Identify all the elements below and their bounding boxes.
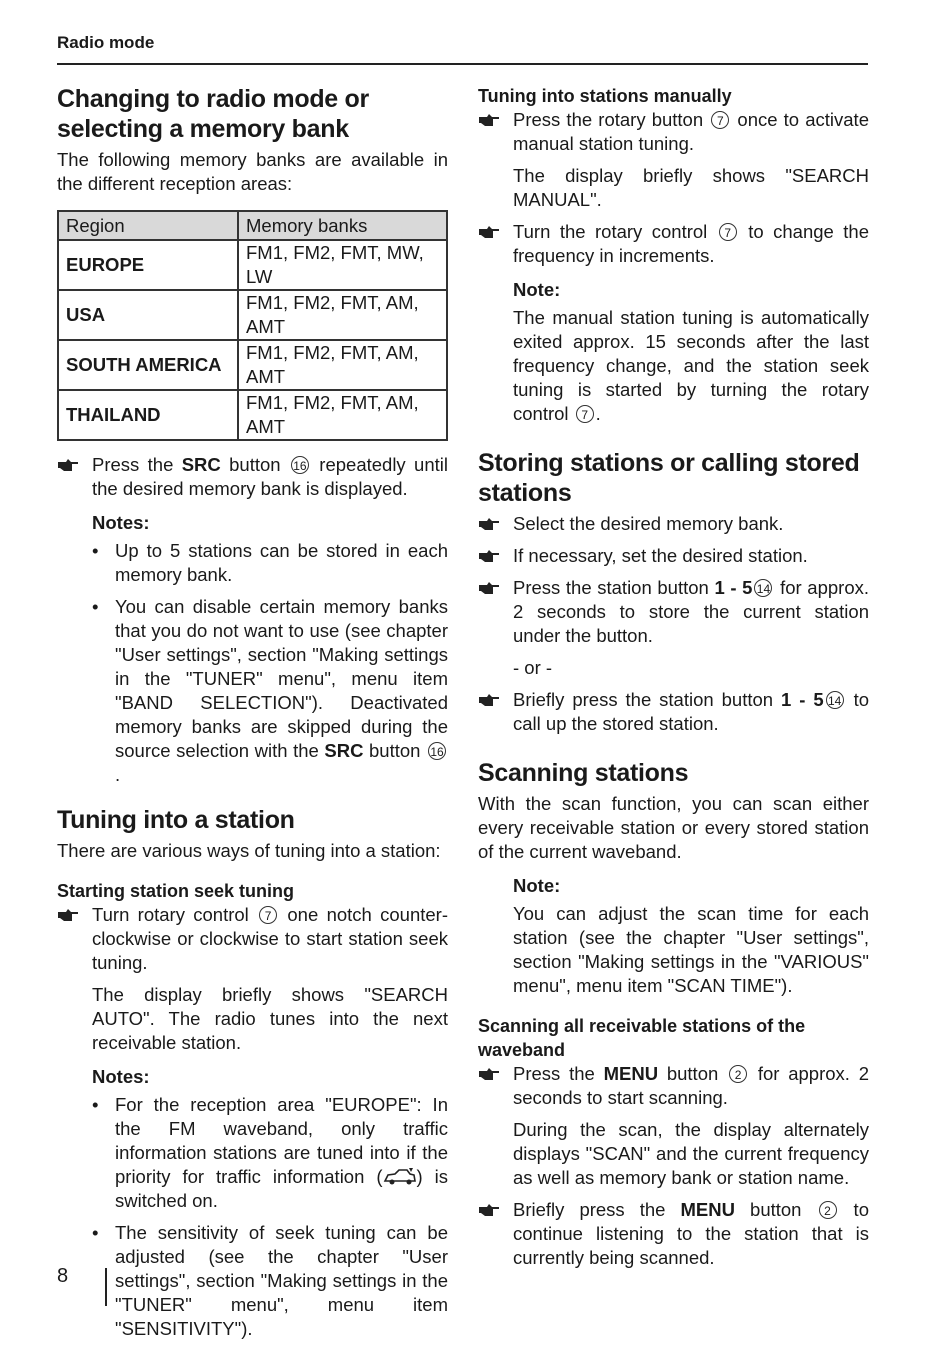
key-label: SRC [181,454,221,475]
note-text-part: The manual station tuning is automatically exited approx. 15 seconds after the last frequency change, and the station seek tuning is started by turning the rotary control [513,307,869,424]
step-text: one notch counter-clockwise or clockwise to start station seek tuning. [92,904,448,973]
key-label: 1 - 5 [781,689,824,710]
button-number-callout: 2 [729,1065,747,1083]
step-text: Press the rotary button [513,109,710,130]
pointing-hand-icon [478,581,500,595]
table-header-banks: Memory banks [238,211,447,240]
instruction-step [57,453,448,501]
table-row [58,390,447,440]
instruction-step [478,1062,869,1110]
instruction-step [57,903,448,975]
right-column [478,84,869,1270]
button-number-callout: 14 [826,691,844,709]
memory-bank-table [57,210,448,441]
step-result: The display briefly shows "SEARCH AUTO". The radio tunes into the next receivable station. [92,984,448,1053]
list-item [92,1093,448,1213]
pointing-hand-icon [478,225,500,239]
button-number-callout: 7 [711,111,729,129]
instruction-step [478,512,869,536]
subheading-manual-tuning: Tuning into stations manually [478,86,732,106]
list-item: • Up to 5 stations can be stored in each memory bank. [92,539,448,587]
list-item [92,595,448,787]
header-divider [57,63,868,65]
step-text: Select the desired memory bank. [513,513,784,534]
button-number-callout: 16 [291,456,309,474]
note-text-part: . [595,403,601,424]
instruction-step [478,1198,869,1270]
step-text: Press the station button [513,577,715,598]
table-cell-banks: FM1, FM2, FMT, AM, AMT [238,390,447,440]
subheading-scan-all: Scanning all receivable stations of the waveband [478,1016,806,1060]
step-result: The display briefly shows "SEARCH MANUAL". [513,165,869,210]
notes-label: Notes: [92,512,150,533]
step-text: to continue listening to the station that is currently being scanned. [513,1199,869,1268]
button-number-callout: 2 [819,1201,837,1219]
key-label: MENU [603,1063,659,1084]
step-result: During the scan, the display alternately displays "SCAN" and the current frequency as well as memory bank or station name. [513,1119,869,1188]
scanning-intro: With the scan function, you can scan either every receivable station or every stored station of the current waveband. [478,793,869,862]
step-text: Press the [92,454,182,475]
button-number-callout: 14 [754,579,772,597]
pointing-hand-icon [478,517,500,531]
or-separator: - or - [513,657,553,678]
button-number-callout: 16 [428,742,446,760]
note-text [478,306,869,426]
step-text: to call up the stored station. [513,689,869,734]
step-text: to change the frequency in increments. [513,221,869,266]
table-cell-banks: FM1, FM2, FMT, AM, AMT [238,290,447,340]
step-text: button [220,454,289,475]
note-label: Note: [513,875,561,896]
note-text: You can disable certain memory banks that you do not want to use (see chapter "User settings", section "Making settings in the "TUNER" menu", menu item "BAND SELECTION"). Deactivated memory banks are skipped during the source selection with the [115,596,448,761]
pointing-hand-icon [478,113,500,127]
pointing-hand-icon [478,1067,500,1081]
heading-tuning: Tuning into a station [57,806,295,834]
button-number-callout: 7 [259,906,277,924]
pointing-hand-icon [478,693,500,707]
pointing-hand-icon [57,458,79,472]
heading-storing-stations: Storing stations or calling stored stations [478,449,860,507]
note-text: For the reception area "EUROPE": In the FM waveband, only traffic information stations are tuned into if the priority for traffic information ( [115,1094,448,1187]
step-text: repeatedly until the desired memory bank is displayed. [92,454,448,499]
table-cell-banks: FM1, FM2, FMT, MW, LW [238,240,447,290]
step-text: button [734,1199,817,1220]
table-row [58,240,447,290]
note-text: You can adjust the scan time for each station (see the chapter "User settings", section "Making settings in the "VARIOUS" menu", menu item "SCAN TIME"). [513,903,869,996]
table-cell-region: EUROPE [58,240,238,290]
heading-scanning: Scanning stations [478,759,689,787]
pointing-hand-icon [478,1203,500,1217]
step-text: Briefly press the [513,1199,681,1220]
notes-label: Notes: [92,1066,150,1087]
instruction-step [478,220,869,268]
step-text: Press the [513,1063,604,1084]
list-item: • The sensitivity of seek tuning can be adjusted (see the chapter "User settings", section "Making settings in the "TUNER" menu", menu item "SENSITIVITY"). [92,1221,448,1341]
running-header: Radio mode [57,33,155,52]
note-label: Note: [513,279,561,300]
step-text: once to activate manual station tuning. [513,109,869,154]
notes-list [57,1093,448,1341]
step-text: Turn rotary control [92,904,258,925]
button-number-callout: 7 [719,223,737,241]
step-text: for approx. 2 seconds to start scanning. [513,1063,869,1108]
step-text: button [658,1063,728,1084]
step-text: Turn the rotary control [513,221,717,242]
note-text: button [363,740,427,761]
instruction-step [478,544,869,568]
table-header-row [58,211,447,240]
table-header-region: Region [58,211,238,240]
page-number: 8 [57,1265,69,1287]
instruction-step [478,688,869,736]
pointing-hand-icon [57,908,79,922]
memory-bank-intro: The following memory banks are available in the different reception areas: [57,149,448,194]
table-cell-region: THAILAND [58,390,238,440]
instruction-step [478,576,869,648]
traffic-info-car-icon [383,1168,417,1186]
note-text: . [115,764,121,785]
table-cell-banks: FM1, FM2, FMT, AM, AMT [238,340,447,390]
table-cell-region: SOUTH AMERICA [58,340,238,390]
key-label: 1 - 5 [714,577,753,598]
key-label: MENU [680,1199,735,1220]
step-text: Briefly press the station button [513,689,781,710]
note-text: ) is switched on. [115,1166,448,1211]
heading-radio-mode: Changing to radio mode or selecting a memory bank [57,85,369,143]
tuning-intro: There are various ways of tuning into a station: [57,840,441,861]
step-text: for approx. 2 seconds to store the current station under the button. [513,577,869,646]
table-row [58,290,447,340]
subheading-seek-tuning: Starting station seek tuning [57,881,295,901]
button-number-callout: 7 [576,405,594,423]
key-label: SRC [324,740,364,761]
notes-list [57,539,448,787]
instruction-step [478,108,869,156]
footer-divider [105,1268,107,1306]
table-row [58,340,447,390]
table-cell-region: USA [58,290,238,340]
pointing-hand-icon [478,549,500,563]
step-text: If necessary, set the desired station. [513,545,808,566]
left-column [57,84,448,1349]
